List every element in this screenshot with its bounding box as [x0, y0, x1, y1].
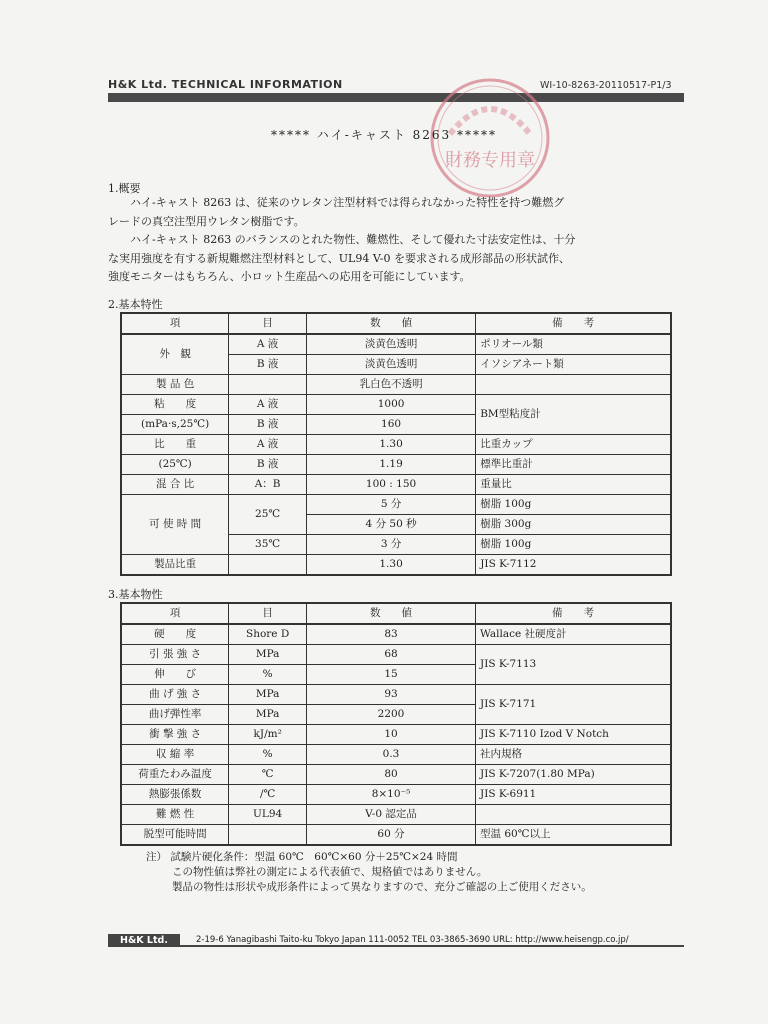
- row-value: 淡黄色透明: [306, 334, 475, 355]
- document-id: WI-10-8263-20110517-P1/3: [540, 80, 672, 91]
- row-value: 93: [307, 685, 476, 705]
- note-line: 製品の物性は形状や成形条件によって異なりますので、充分ご確認の上ご使用ください。: [172, 881, 592, 893]
- header-sub: 目: [229, 603, 307, 624]
- row-item: 硬 度: [121, 624, 229, 645]
- row-note: 社内規格: [476, 745, 672, 765]
- row-sub: 25℃: [229, 495, 307, 535]
- row-note: ポリオール類: [476, 334, 671, 355]
- table-row: [121, 555, 671, 576]
- row-value: 乳白色不透明: [306, 375, 475, 395]
- row-value: 8×10⁻⁵: [307, 785, 476, 805]
- row-item: 曲げ弾性率: [121, 705, 229, 725]
- row-label: 可 使 時 間: [121, 495, 229, 555]
- row-label: 粘 度: [121, 395, 229, 415]
- header-note: 備 考: [476, 313, 671, 334]
- table-row: [121, 745, 671, 765]
- row-value: 83: [307, 624, 476, 645]
- row-value: 80: [307, 765, 476, 785]
- section1-line: ハイ-キャスト 8263 のバランスのとれた物性、難燃性、そして優れた寸法安定性は、十分: [130, 233, 576, 246]
- document-title: ***** ハイ-キャスト 8263 *****: [270, 128, 498, 142]
- row-unit: UL94: [229, 805, 307, 825]
- row-unit: MPa: [229, 685, 307, 705]
- row-unit: %: [229, 745, 307, 765]
- row-label: (25℃): [121, 455, 229, 475]
- section1-body: [108, 194, 694, 287]
- header-item: 項: [121, 603, 229, 624]
- row-sub: A：B: [229, 475, 307, 495]
- row-sub: A 液: [229, 334, 307, 355]
- row-value: 60 分: [307, 825, 476, 846]
- table-row: [121, 805, 671, 825]
- row-value: 1.19: [306, 455, 475, 475]
- table-header-row: [121, 603, 671, 624]
- row-note: イソシアネート類: [476, 355, 671, 375]
- table-row: [121, 455, 671, 475]
- header-value: 数 値: [307, 603, 476, 624]
- row-note: Wallace 社硬度計: [476, 624, 672, 645]
- row-item: 難 燃 性: [121, 805, 229, 825]
- row-note: 標準比重計: [476, 455, 671, 475]
- row-unit: %: [229, 665, 307, 685]
- row-value: 1000: [306, 395, 475, 415]
- section1-line: 強度モニターはもちろん、小ロット生産品への応用を可能にしています。: [108, 270, 471, 283]
- row-label: (mPa·s,25℃): [121, 415, 229, 435]
- stamp-text: 財務专用章: [445, 150, 535, 171]
- row-value: 5 分: [306, 495, 475, 515]
- row-item: 衝 撃 強 さ: [121, 725, 229, 745]
- row-note: 樹脂 100g: [476, 535, 671, 555]
- header-item: 項: [121, 313, 229, 334]
- table-row: [121, 495, 671, 515]
- table-row: [121, 435, 671, 455]
- row-item: 脱型可能時間: [121, 825, 229, 846]
- section1-line: な実用強度を有する新規難燃注型材料として、UL94 V-0 を要求される成形部品の形状試作、: [108, 251, 570, 265]
- row-unit: ℃: [229, 765, 307, 785]
- row-unit: Shore D: [229, 624, 307, 645]
- row-value: 100 : 150: [306, 475, 475, 495]
- row-item: 伸 び: [121, 665, 229, 685]
- row-label: 外 観: [121, 334, 229, 375]
- row-value: 淡黄色透明: [306, 355, 475, 375]
- row-value: 1.30: [306, 435, 475, 455]
- table-row: [121, 785, 671, 805]
- table-row: [121, 475, 671, 495]
- table-row: [121, 685, 671, 705]
- section1-heading: 1.概要: [108, 182, 141, 195]
- row-unit: /℃: [229, 785, 307, 805]
- row-sub: [229, 555, 307, 576]
- row-value: 68: [307, 645, 476, 665]
- row-sub: B 液: [229, 455, 307, 475]
- row-value: 4 分 50 秒: [306, 515, 475, 535]
- row-sub: B 液: [229, 355, 307, 375]
- row-sub: [229, 375, 307, 395]
- basic-properties-table: [120, 312, 672, 576]
- row-note: JIS K-7207(1.80 MPa): [476, 765, 672, 785]
- table-header-row: [121, 313, 671, 334]
- header-bar: [108, 93, 684, 102]
- header-value: 数 値: [306, 313, 475, 334]
- row-value: 1.30: [306, 555, 475, 576]
- row-value: 2200: [307, 705, 476, 725]
- header-sub: 目: [229, 313, 307, 334]
- section1-line: レードの真空注型用ウレタン樹脂です。: [108, 214, 305, 228]
- physical-properties-table: [120, 602, 672, 846]
- row-unit: kJ/m²: [229, 725, 307, 745]
- row-note: 型温 60℃以上: [476, 825, 672, 846]
- table-row: [121, 334, 671, 355]
- row-note: 樹脂 100g: [476, 495, 671, 515]
- footer-company: H&K Ltd.: [108, 934, 180, 947]
- row-note: JIS K-7171: [476, 685, 672, 725]
- row-sub: A 液: [229, 395, 307, 415]
- row-sub: A 液: [229, 435, 307, 455]
- footer-address: 2-19-6 Yanagibashi Taito-ku Tokyo Japan 111-0052 TEL 03-3865-3690 URL: http://www.heisengp.co.jp/: [196, 935, 629, 945]
- row-unit: MPa: [229, 645, 307, 665]
- note-line: 注） 試験片硬化条件：型温 60℃ 60℃×60 分＋25℃×24 時間: [146, 851, 458, 863]
- row-unit: [229, 825, 307, 846]
- table-row: [121, 624, 671, 645]
- row-sub: B 液: [229, 415, 307, 435]
- table-row: [121, 395, 671, 415]
- section2-heading: 2.基本特性: [108, 298, 163, 311]
- row-item: 引 張 強 さ: [121, 645, 229, 665]
- row-label: 混 合 比: [121, 475, 229, 495]
- row-value: 15: [307, 665, 476, 685]
- table-row: [121, 645, 671, 665]
- table-row: [121, 375, 671, 395]
- row-label: 製品比重: [121, 555, 229, 576]
- row-label: 比 重: [121, 435, 229, 455]
- row-note: BM型粘度計: [476, 395, 671, 435]
- row-note: 重量比: [476, 475, 671, 495]
- header-company: H&K Ltd. TECHNICAL INFORMATION: [108, 78, 343, 91]
- row-note: [476, 375, 671, 395]
- row-value: 160: [306, 415, 475, 435]
- row-label: 製 品 色: [121, 375, 229, 395]
- row-value: 10: [307, 725, 476, 745]
- section1-line: ハイ-キャスト 8263 は、従来のウレタン注型材料では得られなかった特性を持つ難燃グ: [130, 196, 565, 209]
- row-note: JIS K-7112: [476, 555, 671, 576]
- row-item: 荷重たわみ温度: [121, 765, 229, 785]
- row-unit: MPa: [229, 705, 307, 725]
- row-note: [476, 805, 672, 825]
- row-note: 比重カップ: [476, 435, 671, 455]
- row-value: 3 分: [306, 535, 475, 555]
- row-sub: 35℃: [229, 535, 307, 555]
- row-item: 曲 げ 強 さ: [121, 685, 229, 705]
- row-value: 0.3: [307, 745, 476, 765]
- section3-heading: 3.基本物性: [108, 588, 163, 601]
- row-note: JIS K-7110 Izod V Notch: [476, 725, 672, 745]
- table-row: [121, 825, 671, 846]
- row-note: JIS K-7113: [476, 645, 672, 685]
- row-value: V-0 認定品: [307, 805, 476, 825]
- notes-block: [146, 850, 592, 895]
- table-row: [121, 765, 671, 785]
- row-item: 熱膨張係数: [121, 785, 229, 805]
- row-note: 樹脂 300g: [476, 515, 671, 535]
- row-item: 収 縮 率: [121, 745, 229, 765]
- table-row: [121, 725, 671, 745]
- row-note: JIS K-6911: [476, 785, 672, 805]
- note-line: この物性値は弊社の測定による代表値で、規格値ではありません。: [172, 866, 488, 878]
- header-note: 備 考: [476, 603, 672, 624]
